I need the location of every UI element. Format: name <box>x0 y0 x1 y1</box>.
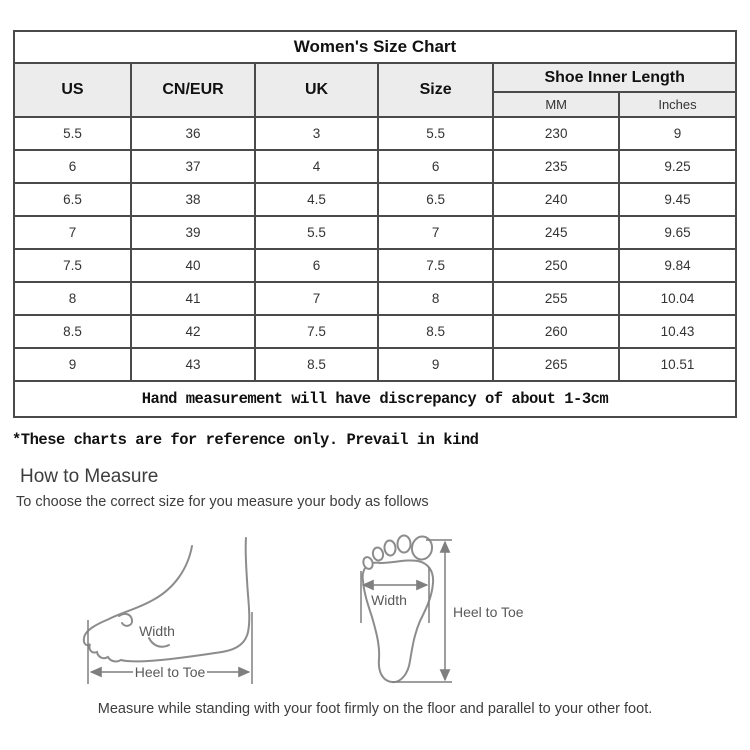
size-cell: 5.5 <box>255 216 378 249</box>
size-cell: 9.84 <box>619 249 736 282</box>
size-cell: 7 <box>14 216 131 249</box>
size-cell: 7.5 <box>14 249 131 282</box>
foot-side-view-illustration <box>75 520 345 700</box>
size-cell: 3 <box>255 117 378 150</box>
size-cell: 9 <box>619 117 736 150</box>
size-cell: 8.5 <box>14 315 131 348</box>
size-cell: 9.45 <box>619 183 736 216</box>
size-cell: 7 <box>255 282 378 315</box>
size-cell: 40 <box>131 249 255 282</box>
foot-side-outline <box>84 538 249 661</box>
col-header-cneur: CN/EUR <box>131 63 255 117</box>
col-header-uk: UK <box>255 63 378 117</box>
top-width-label: Width <box>371 592 407 608</box>
table-row <box>14 117 736 150</box>
size-cell: 230 <box>493 117 619 150</box>
size-cell: 260 <box>493 315 619 348</box>
size-cell: 42 <box>131 315 255 348</box>
col-header-size: Size <box>378 63 494 117</box>
size-cell: 8 <box>378 282 494 315</box>
foot-top-view-illustration <box>348 521 538 701</box>
size-cell: 6.5 <box>14 183 131 216</box>
size-cell: 4.5 <box>255 183 378 216</box>
size-cell: 7.5 <box>378 249 494 282</box>
table-title: Women's Size Chart <box>14 31 736 63</box>
col-header-inner-length: Shoe Inner Length <box>493 63 736 92</box>
size-cell: 8.5 <box>255 348 378 381</box>
table-row <box>14 348 736 381</box>
size-cell: 38 <box>131 183 255 216</box>
size-cell: 9.25 <box>619 150 736 183</box>
size-chart-table <box>13 30 737 418</box>
size-cell: 265 <box>493 348 619 381</box>
size-cell: 36 <box>131 117 255 150</box>
size-cell: 5.5 <box>14 117 131 150</box>
size-cell: 39 <box>131 216 255 249</box>
size-cell: 8.5 <box>378 315 494 348</box>
size-cell: 10.51 <box>619 348 736 381</box>
size-cell: 9.65 <box>619 216 736 249</box>
size-cell: 255 <box>493 282 619 315</box>
side-width-label: Width <box>139 623 175 639</box>
size-cell: 6 <box>378 150 494 183</box>
size-cell: 37 <box>131 150 255 183</box>
table-row <box>14 315 736 348</box>
size-cell: 10.43 <box>619 315 736 348</box>
side-heel-to-toe-label: Heel to Toe <box>134 664 206 680</box>
size-cell: 250 <box>493 249 619 282</box>
table-row <box>14 216 736 249</box>
measure-caption: Measure while standing with your foot firmly on the floor and parallel to your other foot. <box>97 701 653 717</box>
size-cell: 9 <box>378 348 494 381</box>
top-heel-to-toe-label: Heel to Toe <box>453 604 524 620</box>
size-cell: 8 <box>14 282 131 315</box>
size-cell: 6 <box>255 249 378 282</box>
size-cell: 4 <box>255 150 378 183</box>
col-header-mm: MM <box>493 92 619 117</box>
table-row <box>14 150 736 183</box>
table-footnote: Hand measurement will have discrepancy of about 1-3cm <box>14 381 736 417</box>
size-cell: 245 <box>493 216 619 249</box>
size-cell: 7 <box>378 216 494 249</box>
size-cell: 240 <box>493 183 619 216</box>
size-cell: 43 <box>131 348 255 381</box>
how-to-measure-heading: How to Measure <box>20 466 159 487</box>
table-row <box>14 183 736 216</box>
table-row <box>14 282 736 315</box>
col-header-inches: Inches <box>619 92 736 117</box>
size-cell: 6 <box>14 150 131 183</box>
col-header-us: US <box>14 63 131 117</box>
how-to-measure-subheading: To choose the correct size for you measure your body as follows <box>16 494 429 510</box>
size-cell: 10.04 <box>619 282 736 315</box>
foot-sole-outline <box>362 535 434 682</box>
size-cell: 5.5 <box>378 117 494 150</box>
table-row <box>14 249 736 282</box>
size-cell: 9 <box>14 348 131 381</box>
reference-note: *These charts are for reference only. Prevail in kind <box>12 431 479 449</box>
size-cell: 41 <box>131 282 255 315</box>
size-cell: 6.5 <box>378 183 494 216</box>
size-cell: 7.5 <box>255 315 378 348</box>
size-cell: 235 <box>493 150 619 183</box>
